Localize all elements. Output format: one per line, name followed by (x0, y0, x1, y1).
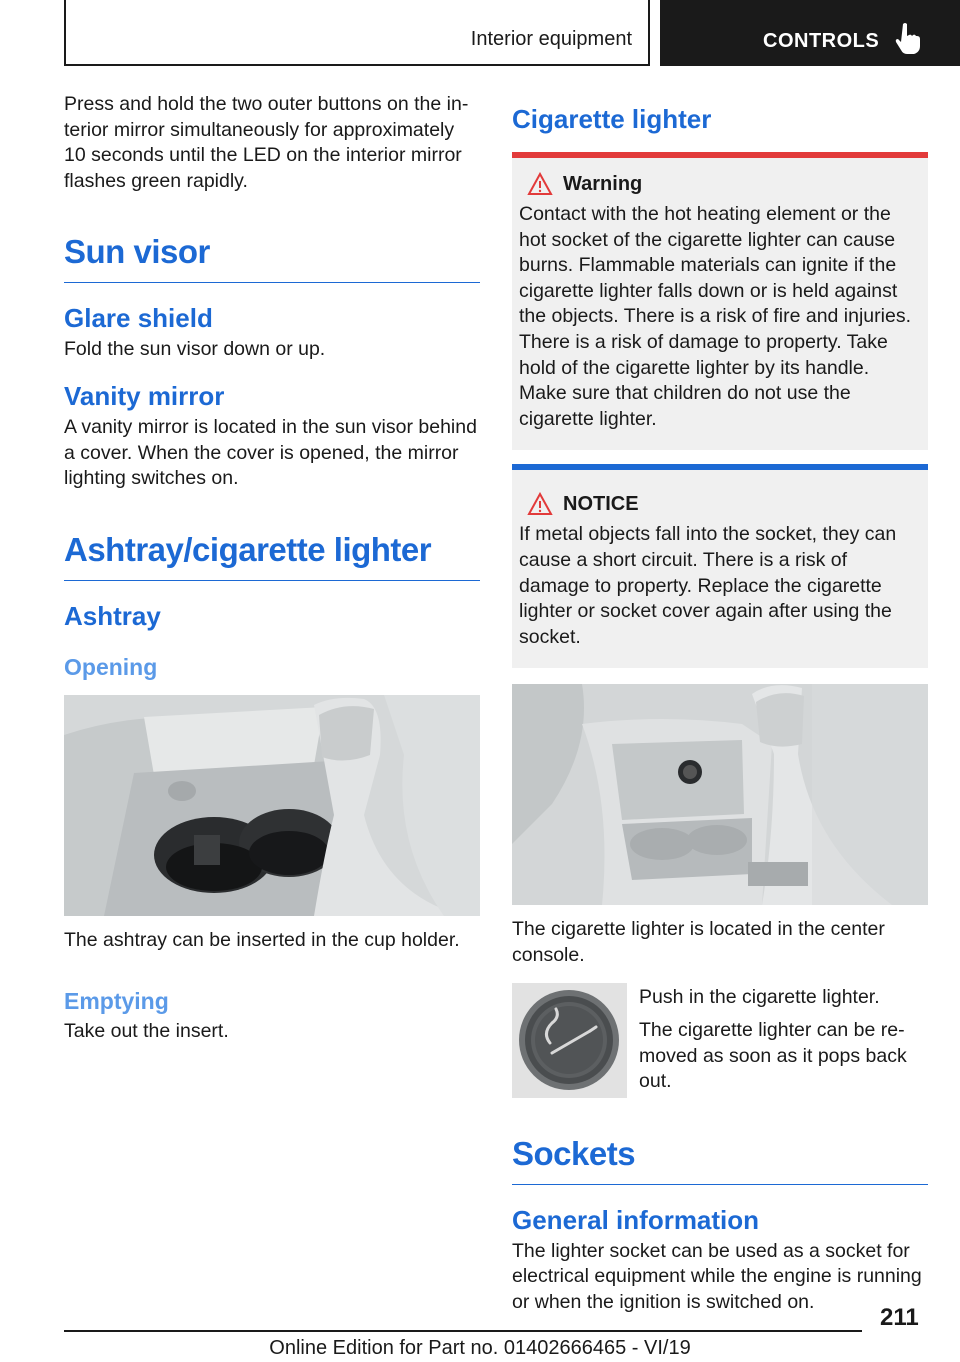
warning-title: Warning (563, 172, 643, 195)
warning-triangle-icon (527, 172, 553, 196)
notice-title: NOTICE (563, 492, 639, 515)
ashtray-cupholder-photo (64, 695, 480, 916)
center-console-photo (512, 684, 928, 905)
notice-title-row (527, 492, 921, 516)
vanity-mirror-text: A vanity mirror is located in the sun visor behind a cover. When the cover is opened, the mirror lighting switches on. (64, 415, 477, 490)
footer-edition: Online Edition for Part no. 01402666465 - VI/19 (269, 1337, 691, 1359)
push-lighter-text: Push in the cigarette lighter. (639, 985, 880, 1008)
ashtray-lighter-heading: Ashtray/cigarette lighter (64, 530, 480, 581)
general-information-heading: General information (512, 1204, 760, 1235)
cigarette-lighter-heading: Cigarette lighter (512, 104, 712, 134)
header-section-title: Interior equipment (470, 28, 632, 50)
cigarette-lighter-button-image (512, 983, 627, 1098)
ashtray-caption: The ashtray can be inserted in the cup holder. (64, 928, 460, 951)
header-chapter-label: CONTROLS (763, 30, 880, 52)
remove-lighter-text: The cigarette lighter can be removed as soon as it pops back out. (639, 1019, 907, 1093)
lighter-instruction-row (512, 983, 928, 1098)
left-column (64, 92, 480, 1045)
sockets-heading: Sockets (512, 1134, 928, 1185)
opening-heading: Opening (64, 653, 158, 680)
mirror-reset-text: Press and hold the two outer buttons on the interior mirror simultaneously for approximately 10 seconds until the LED on the interior mirror flashes green rapidly. (64, 93, 469, 192)
ashtray-heading: Ashtray (64, 600, 161, 631)
emptying-heading: Emptying (64, 988, 169, 1015)
notice-text: If metal objects fall into the socket, they can cause a short circuit. There is a risk of damage to property. Replace the cigarette lighter or socket cover again after using the socket. (519, 523, 897, 648)
sun-visor-heading: Sun visor (64, 232, 480, 283)
warning-title-row (527, 172, 921, 196)
header-chapter-tab[interactable] (660, 0, 960, 66)
glare-shield-heading: Glare shield (64, 303, 213, 334)
pointing-hand-icon (894, 22, 922, 54)
warning-box (512, 152, 928, 450)
right-column (512, 92, 928, 1315)
notice-triangle-icon (527, 492, 553, 516)
glare-shield-text: Fold the sun visor down or up. (64, 338, 326, 361)
footer-divider (64, 1330, 862, 1332)
emptying-text: Take out the insert. (64, 1020, 229, 1043)
notice-box (512, 464, 928, 668)
header-frame (64, 0, 650, 66)
page-number: 211 (880, 1304, 919, 1331)
warning-text: Contact with the hot heating element or the hot socket of the cigarette lighter can cause burns. Flammable materials can ignite if the cigarette lighter falls down or is held against the objects. There is a risk of fire and injuries. There is a risk of damage to property. Take hold of the cigarette lighter by its handle. Make sure that children do not use the cigarette lighter. (519, 203, 911, 430)
general-information-text: The lighter socket can be used as a socket for electrical equipment while the engine is running or when the ignition is switched on. (512, 1239, 922, 1313)
console-location-caption: The cigarette lighter is located in the center console. (512, 918, 885, 966)
vanity-mirror-heading: Vanity mirror (64, 380, 225, 411)
lighter-instructions (639, 983, 928, 1098)
